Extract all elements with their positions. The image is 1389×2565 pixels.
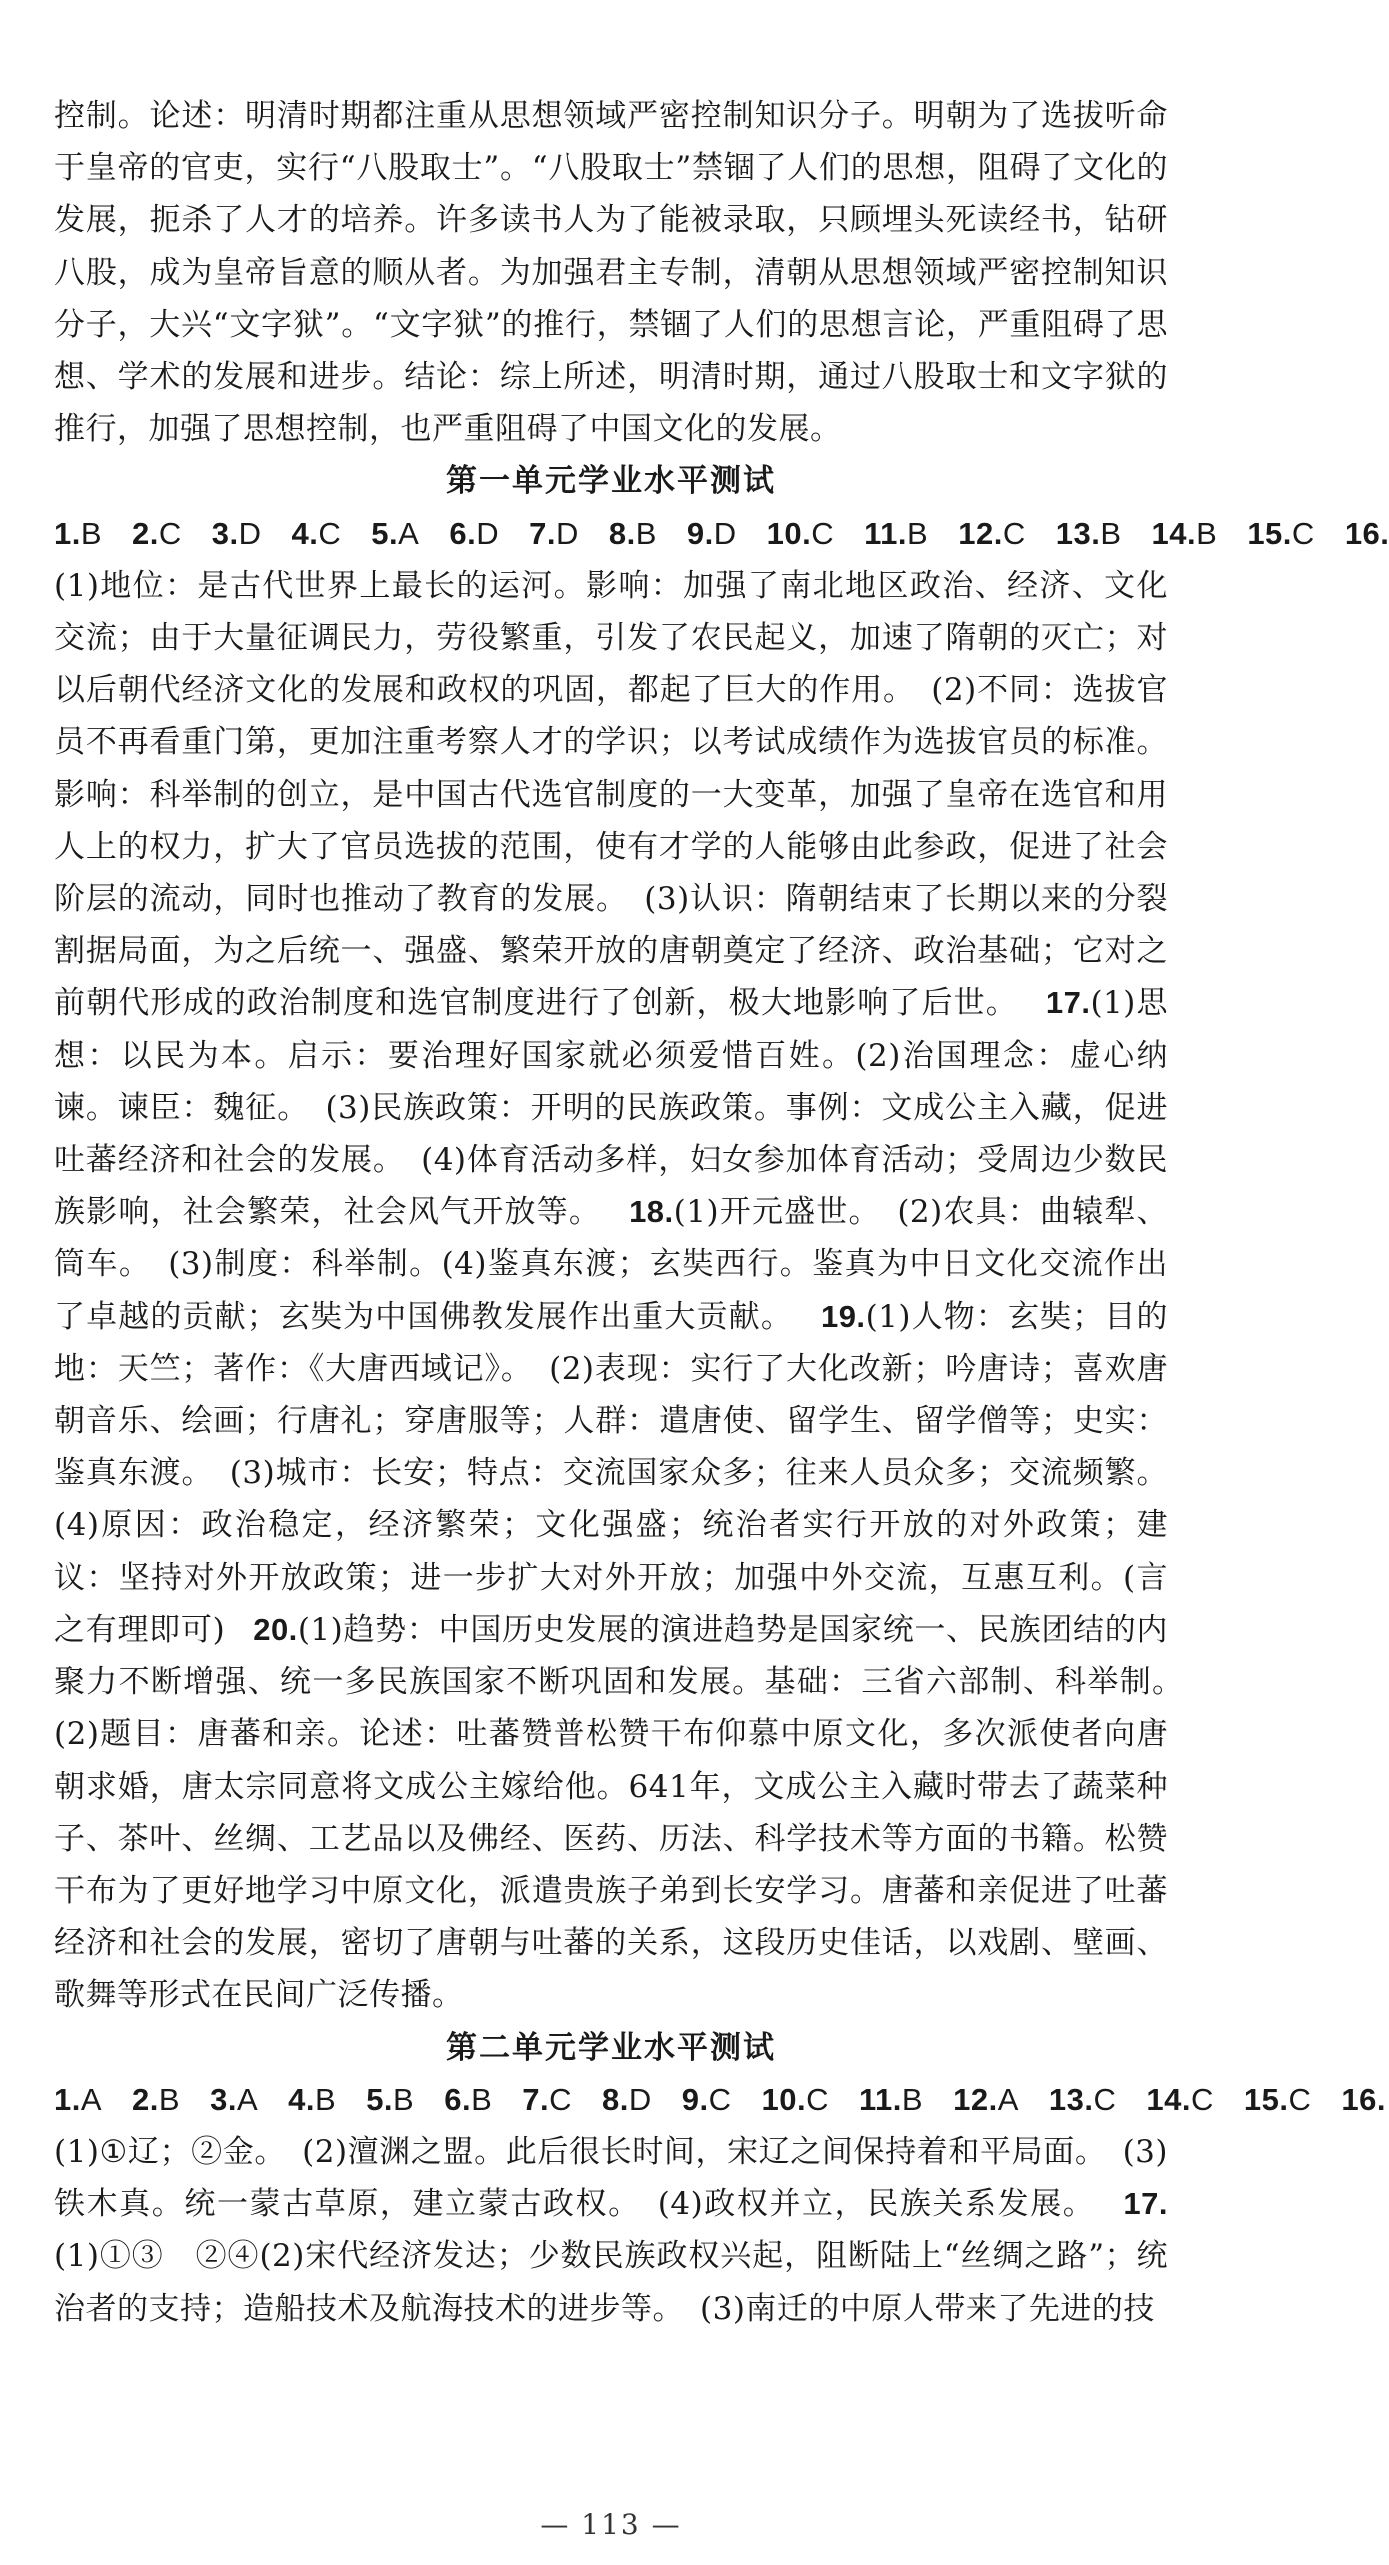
intro-text: 控制。论述：明清时期都注重从思想领域严密控制知识分子。明朝为了选拔听命于皇帝的官吏，实行“八股取士”。“八股取士”禁锢了人们的思想，阻碍了文化的发展，扼杀了人才的培养。许多读书人为了能被录取，只顾埋头死读经书，钻研八股，成为皇帝旨意的顺从者。为加强君主专制，清朝从思想领域严密控制知识分子，大兴“文字狱”。“文字狱”的推行，禁锢了人们的思想言论，严重阻碍了思想、学术的发展和进步。结论：综上所述，明清时期，通过八股取士和文字狱的推行，加强了思想控制，也严重阻碍了中国文化的发展。 — [54, 98, 1168, 448]
mc-answer: 4.C — [291, 515, 342, 551]
mc-answer: 1.B — [54, 515, 103, 551]
answer-page — [54, 90, 1389, 2335]
mc-answer: 2.C — [132, 515, 182, 551]
answer-text: (1)①③ ②④(2)宋代经济发达；少数民族政权兴起，阻断陆上“丝绸之路”；统治者的支持；造船技术及航海技术的进步等。 (3)南迁的中原人带来了先进的技 — [54, 2238, 1168, 2327]
question-number: 16. — [1341, 2081, 1387, 2117]
mc-answer: 10.C — [766, 515, 835, 551]
answer-text: (1)开元盛世。 (2)农具：曲辕犁、筒车。 (3)制度：科举制。(4)鉴真东渡；玄奘西行。鉴真为中日文化交流作出了卓越的贡献；玄奘为中国佛教发展作出重大贡献。 — [54, 1194, 1169, 1335]
mc-answer: 1.A — [54, 2081, 103, 2117]
mc-answer: 15.C — [1247, 515, 1315, 551]
mc-answer: 5.A — [371, 515, 420, 551]
mc-answer: 8.D — [602, 2081, 652, 2117]
mc-answer: 7.C — [522, 2081, 573, 2117]
page-number: — 113 — — [540, 2508, 682, 2541]
mc-answer: 10.C — [761, 2081, 830, 2117]
mc-answer: 7.D — [529, 515, 579, 551]
question-number: 20. — [253, 1611, 298, 1647]
question-number: 19. — [820, 1298, 866, 1334]
answer-text: (1)趋势：中国历史发展的演进趋势是国家统一、民族团结的内聚力不断增强、统一多民族国家不断巩固和发展。基础：三省六部制、科举制。 (2)题目：唐蕃和亲。论述：吐蕃赞普松赞干布仰慕中原文化，多次派使者向唐朝求婚，唐太宗同意将文成公主嫁给他。641年，文成公主入藏时带去了蔬菜种子、茶叶、丝绸、工艺品以及佛经、医药、历法、科学技术等方面的书籍。松赞干布为了更好地学习中原文化，派遣贵族子弟到长安学习。唐蕃和亲促进了吐蕃经济和社会的发展，密切了唐朝与吐蕃的关系，这段历史佳话，以戏剧、壁画、歌舞等形式在民间广泛传播。 — [54, 1611, 1200, 2014]
mc-answer: 14.C — [1146, 2081, 1214, 2117]
unit1-title: 第一单元学业水平测试 — [446, 463, 776, 500]
mc-answer: 5.B — [366, 2081, 415, 2117]
mc-answer: 3.A — [210, 2081, 259, 2117]
mc-answer: 11.B — [859, 2081, 924, 2117]
mc-answer: 8.B — [608, 515, 657, 551]
mc-answer: 13.B — [1055, 515, 1122, 551]
mc-answer: 9.D — [686, 515, 737, 551]
intro-paragraph — [54, 90, 1168, 455]
mc-answer: 3.D — [211, 515, 262, 551]
unit2-answers — [54, 2074, 1387, 2335]
answer-text: (1)思想：以民为本。启示：要治理好国家就必须爱惜百姓。(2)治国理念：虚心纳谏。谏臣：魏征。 (3)民族政策：开明的民族政策。事例：文成公主入藏，促进吐蕃经济和社会的发展。 (4)体育活动多样，妇女参加体育活动；受周边少数民族影响，社会繁荣，社会风气开放等。 — [54, 985, 1168, 1231]
question-number: 16. — [1344, 515, 1389, 551]
mc-answer: 11.B — [864, 515, 929, 551]
mc-answer: 6.B — [444, 2081, 493, 2117]
question-number: 17. — [1045, 985, 1091, 1021]
answer-text: (1)①辽；②金。 (2)澶渊之盟。此后很长时间，宋辽之间保持着和平局面。 (3)铁木真。统一蒙古草原，建立蒙古政权。 (4)政权并立，民族关系发展。 — [54, 2133, 1168, 2223]
unit1-answers — [54, 508, 1389, 2022]
mc-answer: 13.C — [1048, 2081, 1117, 2117]
mc-answer: 14.B — [1151, 515, 1218, 551]
mc-answer: 2.B — [132, 2081, 181, 2117]
mc-answer: 6.D — [449, 515, 500, 551]
unit2-title: 第二单元学业水平测试 — [446, 2029, 776, 2066]
question-number: 18. — [629, 1194, 674, 1230]
mc-answer: 12.C — [958, 515, 1026, 551]
mc-answer: 4.B — [288, 2081, 337, 2117]
mc-answer: 15.C — [1243, 2081, 1312, 2117]
question-number: 17. — [1123, 2186, 1168, 2222]
mc-answer: 9.C — [681, 2081, 732, 2117]
answer-text: (1)人物：玄奘；目的地：天竺；著作：《大唐西域记》。 (2)表现：实行了大化改新；吟唐诗；喜欢唐朝音乐、绘画；行唐礼；穿唐服等；人群：遣唐使、留学生、留学僧等；史实：鉴真东渡。 (3)城市：长安；特点：交流国家众多；往来人员众多；交流频繁。(4)原因：政治稳定，经济繁荣；文化强盛；统治者实行开放的对外政策；建议：坚持对外开放政策；进一步扩大对外开放；加强中外交流，互惠互利。(言之有理即可) — [54, 1298, 1168, 1648]
answer-text: (1)地位：是古代世界上最长的运河。影响：加强了南北地区政治、经济、文化交流；由于大量征调民力，劳役繁重，引发了农民起义，加速了隋朝的灭亡；对以后朝代经济文化的发展和政权的巩固，都起了巨大的作用。 (2)不同：选拔官员不再看重门第，更加注重考察人才的学识；以考试成绩作为选拔官员的标准。影响：科举制的创立，是中国古代选官制度的一大变革，加强了皇帝在选官和用人上的权力，扩大了官员选拔的范围，使有才学的人能够由此参政，促进了社会阶层的流动，同时也推动了教育的发展。 (3)认识：隋朝结束了长期以来的分裂割据局面，为之后统一、强盛、繁荣开放的唐朝奠定了经济、政治基础；它对之前朝代形成的政治制度和选官制度进行了创新，极大地影响了后世。 — [54, 567, 1168, 1022]
mc-answer: 12.A — [953, 2081, 1019, 2117]
